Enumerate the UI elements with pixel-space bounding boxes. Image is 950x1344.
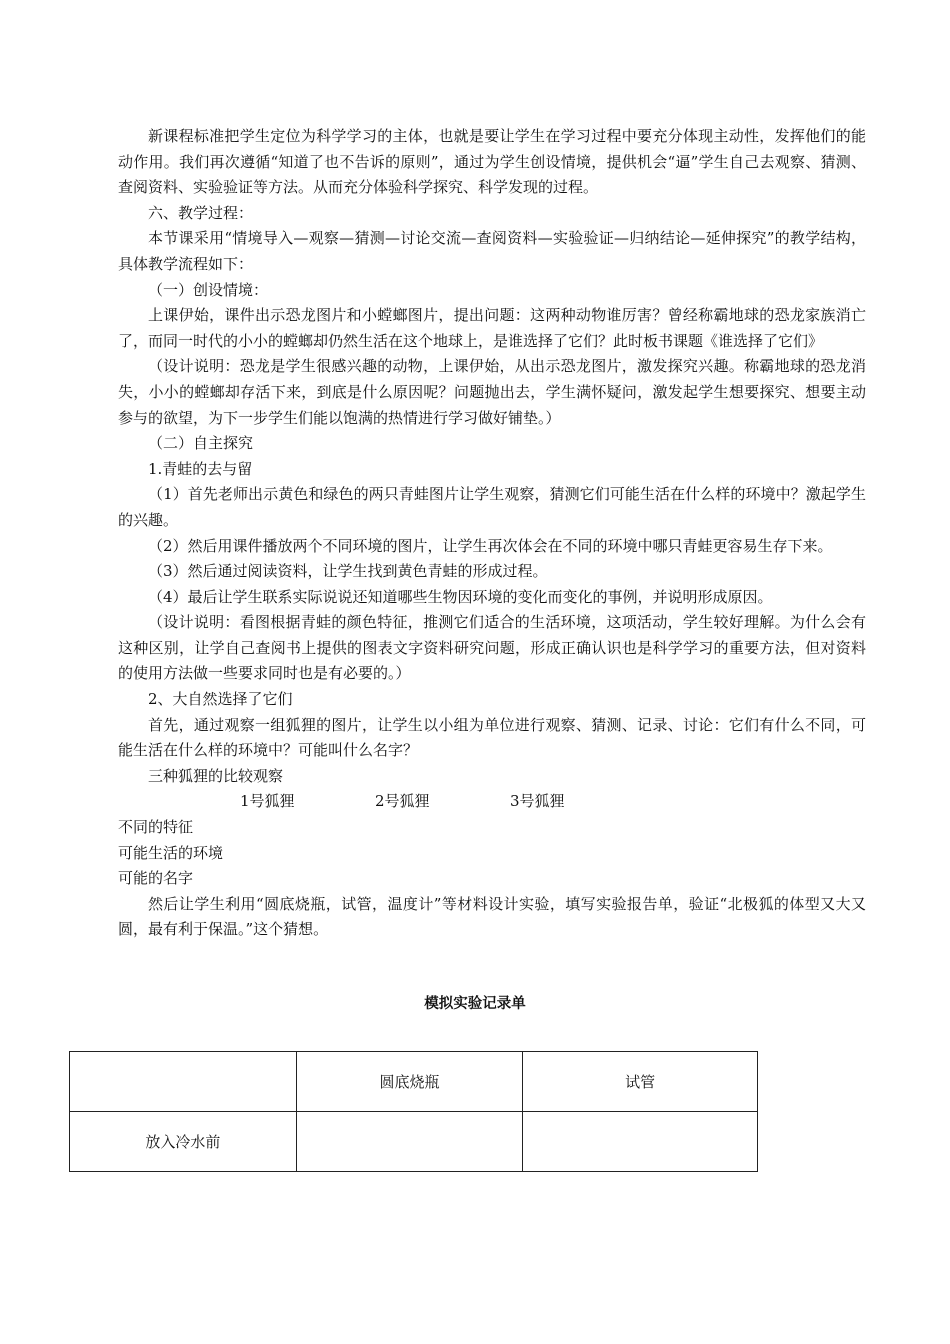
table-cell bbox=[523, 1112, 758, 1172]
table-row bbox=[70, 1112, 758, 1172]
record-table bbox=[69, 1051, 758, 1172]
experiment-paragraph: 然后让学生利用“圆底烧瓶，试管，温度计”等材料设计实验，填写实验报告单，验证“北极狐的体型又大又圆，最有利于保温。”这个猜想。 bbox=[118, 894, 866, 939]
table-header-row bbox=[70, 1052, 758, 1112]
fox-intro-paragraph: 首先，通过观察一组狐狸的图片，让学生以小组为单位进行观察、猜测、记录、讨论：它们有什么不同，可能生活在什么样的环境中？可能叫什么名字？ bbox=[118, 715, 866, 760]
frog-step-1: （1）首先老师出示黄色和绿色的两只青蛙图片让学生观察，猜测它们可能生活在什么样的环境中？激起学生的兴趣。 bbox=[118, 485, 866, 529]
table-cell bbox=[296, 1112, 523, 1172]
intro-paragraph: 新课程标准把学生定位为科学学习的主体，也就是要让学生在学习过程中要充分体现主动性，发挥他们的能动作用。我们再次遵循“知道了也不告诉的原则”，通过为学生创设情境，提供机会“逼”学生自己去观察、猜测、查阅资料、实验验证等方法。从而充分体验科学探究、科学发现的过程。 bbox=[118, 127, 866, 197]
fox-col-2: 2号狐狸 bbox=[375, 792, 430, 811]
design-note-2: （设计说明：看图根据青蛙的颜色特征，推测它们适合的生活环境，这项活动，学生较好理解。为什么会有这种区别，让学自己查阅书上提供的图表文字资料研究问题，形成正确认识也是科学学习的重要方法，但对资料的使用方法做一些要求同时也是有必要的。） bbox=[118, 613, 866, 683]
table-header-cell: 圆底烧瓶 bbox=[296, 1052, 523, 1112]
section-heading-teaching-process: 六、教学过程： bbox=[148, 203, 254, 222]
fox-row-features: 不同的特征 bbox=[118, 818, 194, 837]
document-body bbox=[118, 124, 866, 943]
table-cell: 放入冷水前 bbox=[70, 1112, 297, 1172]
frog-step-4: （4）最后让学生联系实际说说还知道哪些生物因环境的变化而变化的事例，并说明形成原因。 bbox=[148, 587, 773, 606]
record-table-title: 模拟实验记录单 bbox=[424, 996, 526, 1012]
fox-row-environment: 可能生活的环境 bbox=[118, 843, 224, 862]
frog-heading: 1.青蛙的去与留 bbox=[148, 459, 253, 478]
frog-step-3: （3）然后通过阅读资料，让学生找到黄色青蛙的形成过程。 bbox=[148, 562, 548, 581]
fox-compare-title: 三种狐狸的比较观察 bbox=[148, 766, 284, 785]
table-header-cell bbox=[70, 1052, 297, 1112]
class-start-paragraph: 上课伊始，课件出示恐龙图片和小螳螂图片，提出问题：这两种动物谁厉害？曾经称霸地球的恐龙家族消亡了，而同一时代的小小的螳螂却仍然生活在这个地球上，是谁选择了它们？此时板书课题《谁选择了它们》 bbox=[118, 306, 866, 350]
frog-step-2: （2）然后用课件播放两个不同环境的图片，让学生再次体会在不同的环境中哪只青蛙更容易生存下来。 bbox=[148, 536, 833, 555]
nature-heading: 2、大自然选择了它们 bbox=[148, 690, 293, 709]
fox-row-name: 可能的名字 bbox=[118, 869, 194, 888]
structure-paragraph: 本节课采用“情境导入—观察—猜测—讨论交流—查阅资料—实验验证—归纳结论—延伸探究”的教学结构，具体教学流程如下： bbox=[118, 229, 866, 273]
subheading-self-inquiry: （二）自主探究 bbox=[148, 434, 254, 453]
fox-col-1: 1号狐狸 bbox=[240, 792, 295, 811]
design-note-1: （设计说明：恐龙是学生很感兴趣的动物，上课伊始，从出示恐龙图片，激发探究兴趣。称霸地球的恐龙消失，小小的螳螂却存活下来，到底是什么原因呢？问题抛出去，学生满怀疑问，激发起学生想要探究、想要主动参与的欲望，为下一步学生们能以饱满的热情进行学习做好铺垫。） bbox=[118, 357, 866, 427]
fox-compare-header bbox=[118, 789, 866, 815]
table-header-cell: 试管 bbox=[523, 1052, 758, 1112]
subheading-create-situation: （一）创设情境： bbox=[148, 280, 269, 299]
fox-col-3: 3号狐狸 bbox=[510, 792, 565, 811]
